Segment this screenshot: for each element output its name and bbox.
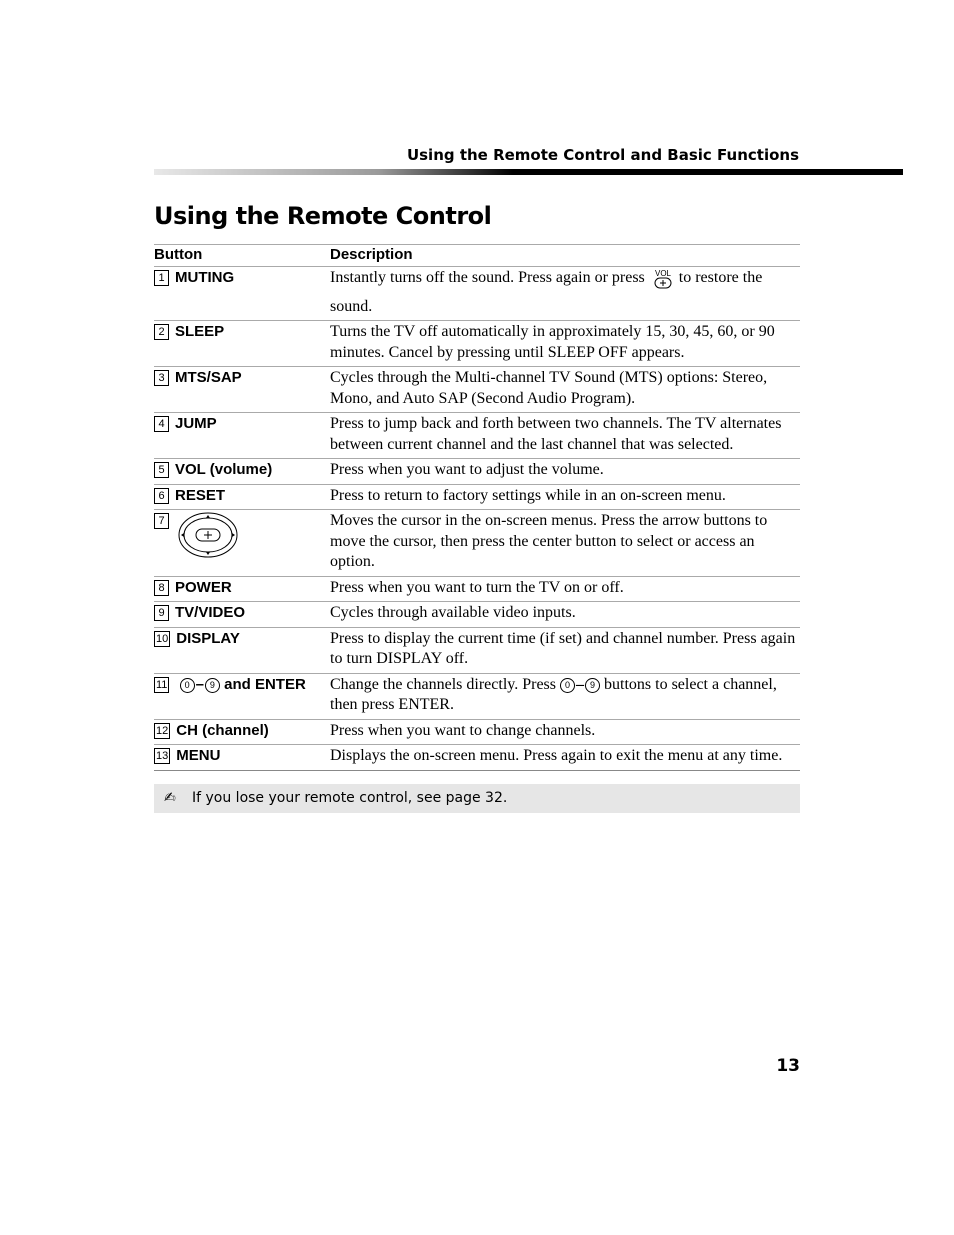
- page-title: Using the Remote Control: [154, 202, 492, 230]
- note-text: If you lose your remote control, see page 32.: [192, 790, 508, 806]
- description-text: Change the channels directly. Press: [330, 675, 557, 693]
- table-header-row: [154, 245, 800, 267]
- column-header-button: Button: [154, 245, 330, 267]
- running-header: Using the Remote Control and Basic Functions: [406, 146, 799, 164]
- description-text: Turns the TV off automatically in approximately 15, 30, 45, 60, or 90 minutes. Cancel by pressing until SLEEP OFF appears.: [330, 321, 800, 367]
- page-number: 13: [776, 1056, 800, 1076]
- button-table: [154, 244, 800, 771]
- button-label: MUTING: [175, 269, 235, 286]
- table-row: 11 0 – 9 and ENTER Change the channels directly. Press 0 – 9 buttons to select a channel, then press ENTER.: [154, 673, 800, 719]
- button-label: and ENTER: [224, 675, 306, 693]
- description-text: to restore the sound.: [330, 269, 763, 315]
- digit-button-icon: 9: [205, 678, 220, 693]
- button-label: DISPLAY: [176, 629, 240, 647]
- description-text: Instantly turns off the sound. Press again or press: [330, 269, 645, 286]
- row-number: 6: [154, 488, 169, 504]
- table-row: [154, 719, 800, 745]
- description-text: Press to jump back and forth between two channels. The TV alternates between current channel and the last channel that was selected.: [330, 413, 800, 459]
- table-row: [154, 321, 800, 367]
- row-number: 12: [156, 724, 169, 737]
- button-label: CH (channel): [176, 721, 269, 739]
- table-row: [154, 459, 800, 485]
- row-number: 10: [156, 632, 169, 645]
- button-label: VOL (volume): [175, 461, 273, 478]
- table-row: [154, 576, 800, 602]
- row-number: 3: [154, 370, 169, 386]
- button-label: JUMP: [175, 415, 217, 432]
- button-label: MENU: [176, 747, 221, 764]
- row-number: 2: [154, 324, 169, 340]
- header-rule: [154, 169, 903, 175]
- description-text: Press to return to factory settings while in an on-screen menu.: [330, 484, 800, 510]
- row-number: 4: [154, 416, 169, 432]
- row-number: 13: [156, 750, 169, 762]
- description-text: Displays the on-screen menu. Press again to exit the menu at any time.: [330, 745, 800, 771]
- button-label: MTS/SAP: [175, 369, 242, 386]
- row-number: 5: [154, 462, 169, 478]
- description-text: Press to display the current time (if set) and channel number. Press again to turn DISPLAY off.: [330, 627, 800, 673]
- description-text: Cycles through the Multi-channel TV Sound (MTS) options: Stereo, Mono, and Auto SAP (Second Audio Program).: [330, 367, 800, 413]
- button-label: TV/VIDEO: [175, 604, 246, 621]
- table-row: [154, 745, 800, 771]
- row-number: 7: [154, 513, 169, 529]
- digit-button-icon: 0: [180, 678, 195, 693]
- button-label: SLEEP: [175, 323, 225, 340]
- table-row: [154, 413, 800, 459]
- row-number: 11: [156, 678, 168, 691]
- row-number: 8: [154, 580, 169, 596]
- table-row: [154, 627, 800, 673]
- description-text: buttons to select a channel, then press ENTER.: [330, 675, 777, 713]
- description-text: Press when you want to change channels.: [330, 719, 800, 745]
- description-text: Moves the cursor in the on-screen menus. Press the arrow buttons to move the cursor, then press the center button to select or access an option.: [330, 510, 800, 577]
- description-text: Cycles through available video inputs.: [330, 602, 800, 628]
- column-header-description: Description: [330, 245, 800, 267]
- table-row: [154, 267, 800, 321]
- description-text: Press when you want to turn the TV on or off.: [330, 576, 800, 602]
- table-row: [154, 484, 800, 510]
- row-number: 1: [154, 270, 169, 286]
- joystick-icon: [177, 511, 239, 565]
- button-label: RESET: [175, 486, 226, 504]
- pencil-note-icon: ✍: [164, 790, 176, 806]
- digit-button-icon: 9: [585, 678, 600, 693]
- description-text: Press when you want to adjust the volume.: [330, 459, 800, 485]
- button-label: POWER: [175, 578, 232, 596]
- svg-text:VOL: VOL: [654, 269, 671, 278]
- digit-button-icon: 0: [560, 678, 575, 693]
- vol-plus-icon: [653, 268, 673, 297]
- table-row: [154, 367, 800, 413]
- table-row: [154, 602, 800, 628]
- row-number: 9: [154, 605, 169, 621]
- note-box: [154, 784, 800, 813]
- table-row: [154, 510, 800, 577]
